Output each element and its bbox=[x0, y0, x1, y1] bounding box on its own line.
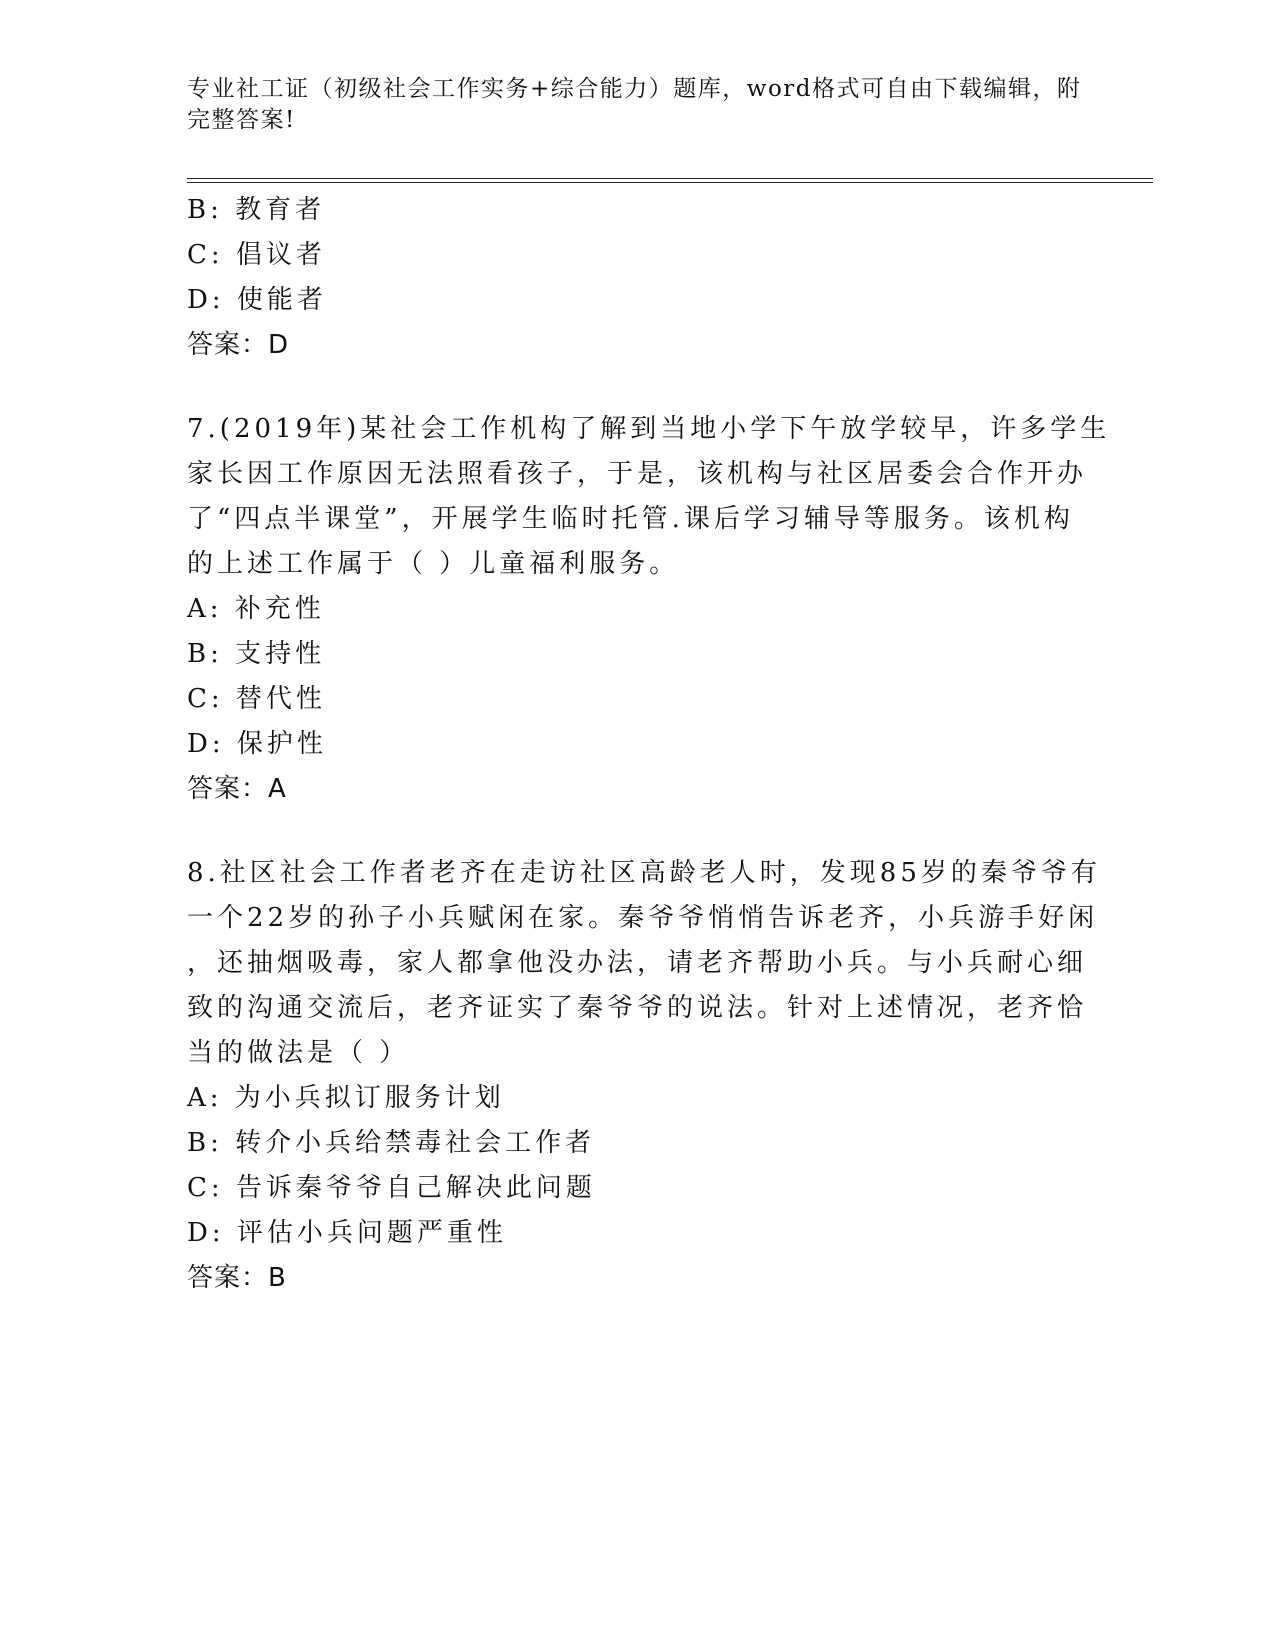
question-7-stem-line-3: 了“四点半课堂”，开展学生临时托管.课后学习辅导等服务。该机构 bbox=[187, 504, 1074, 534]
document-body bbox=[187, 188, 1111, 1301]
header-line-2: 完整答案! bbox=[187, 107, 296, 133]
question-8 bbox=[187, 851, 1101, 1301]
option-d: D: 使能者 bbox=[187, 285, 327, 315]
option-c: C: 告诉秦爷爷自己解决此问题 bbox=[187, 1173, 596, 1203]
question-8-stem-line-1: 8.社区社会工作者老齐在走访社区高龄老人时，发现85岁的秦爷爷有 bbox=[187, 858, 1101, 888]
answer: 答案：D bbox=[187, 330, 290, 360]
header-line-1: 专业社工证（初级社会工作实务+综合能力）题库，word格式可自由下载编辑，附 bbox=[187, 76, 1082, 102]
answer: 答案：B bbox=[187, 1263, 287, 1293]
question-7-stem-line-2: 家长因工作原因无法照看孩子，于是，该机构与社区居委会合作开办 bbox=[187, 459, 1088, 489]
question-7-stem-line-4: 的上述工作属于（ ）儿童福利服务。 bbox=[187, 549, 680, 579]
question-7-stem-line-1: 7.(2019年)某社会工作机构了解到当地小学下午放学较早，许多学生 bbox=[187, 414, 1111, 444]
option-c: C: 替代性 bbox=[187, 684, 326, 714]
option-b: B: 支持性 bbox=[187, 639, 326, 669]
question-8-stem-line-3: ，还抽烟吸毒，家人都拿他没办法，请老齐帮助小兵。与小兵耐心细 bbox=[187, 948, 1088, 978]
question-8-stem-line-2: 一个22岁的孙子小兵赋闲在家。秦爷爷悄悄告诉老齐，小兵游手好闲 bbox=[187, 903, 1099, 933]
answer: 答案：A bbox=[187, 774, 287, 804]
option-d: D: 评估小兵问题严重性 bbox=[187, 1218, 507, 1248]
document-header bbox=[187, 74, 1087, 136]
option-c: C: 倡议者 bbox=[187, 240, 326, 270]
question-8-stem-line-4: 致的沟通交流后，老齐证实了秦爷爷的说法。针对上述情况，老齐恰 bbox=[187, 993, 1088, 1023]
question-8-stem-line-5: 当的做法是（ ） bbox=[187, 1038, 410, 1068]
header-rule-top bbox=[187, 178, 1153, 179]
option-a: A: 补充性 bbox=[187, 594, 325, 624]
option-b: B: 转介小兵给禁毒社会工作者 bbox=[187, 1128, 596, 1158]
question-7 bbox=[187, 407, 1111, 812]
prev-question bbox=[187, 188, 1067, 368]
option-a: A: 为小兵拟订服务计划 bbox=[187, 1083, 505, 1113]
option-b: B: 教育者 bbox=[187, 195, 326, 225]
header-rule-bottom bbox=[187, 182, 1153, 183]
option-d: D: 保护性 bbox=[187, 729, 327, 759]
